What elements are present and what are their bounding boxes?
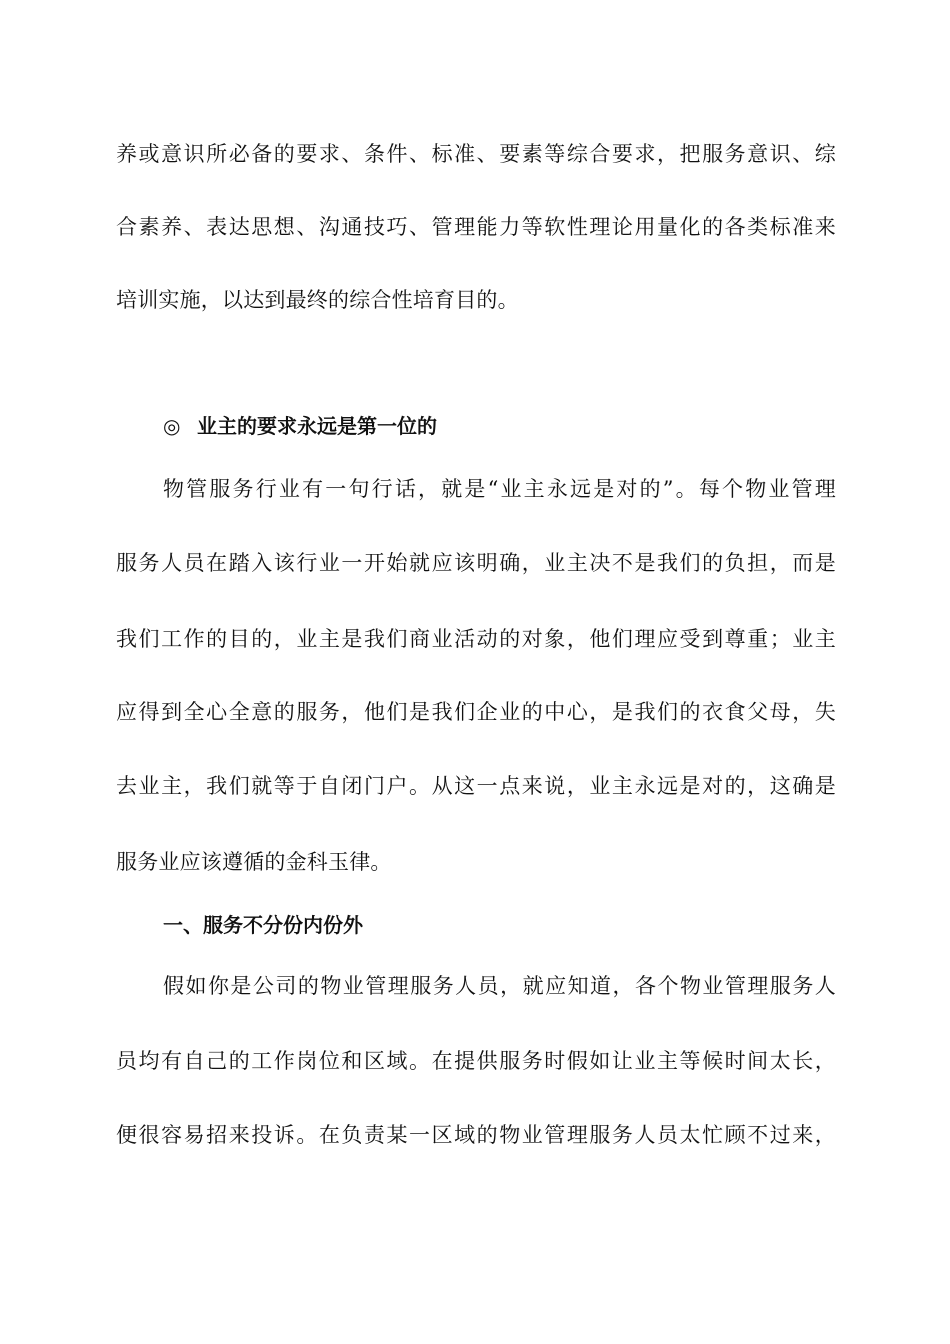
paragraph-line: 服务业应该遵循的金科玉律。: [116, 850, 392, 874]
section-heading: [163, 411, 437, 441]
double-circle-icon: ◎: [163, 414, 181, 438]
paragraph-line: 员均有自己的工作岗位和区域。在提供服务时假如让业主等候时间太长，: [116, 1049, 836, 1073]
section-heading-text: 业主的要求永远是第一位的: [197, 414, 437, 438]
paragraph-line: 合素养、表达思想、沟通技巧、管理能力等软性理论用量化的各类标准来: [116, 215, 836, 239]
paragraph-line: 服务人员在踏入该行业一开始就应该明确，业主决不是我们的负担，而是: [116, 551, 836, 575]
paragraph-line: 应得到全心全意的服务，他们是我们企业的中心，是我们的衣食父母，失: [116, 700, 836, 724]
paragraph-line: 我们工作的目的，业主是我们商业活动的对象，他们理应受到尊重；业主: [116, 627, 836, 651]
paragraph-line: 便很容易招来投诉。在负责某一区域的物业管理服务人员太忙顾不过来，: [116, 1123, 836, 1147]
paragraph-line: 物管服务行业有一句行话，就是“业主永远是对的”。每个物业管理: [163, 477, 836, 501]
paragraph-line: 培训实施，以达到最终的综合性培育目的。: [116, 288, 519, 312]
section-heading: 一、服务不分份内份外: [163, 913, 363, 937]
paragraph-line: 去业主，我们就等于自闭门户。从这一点来说，业主永远是对的，这确是: [116, 774, 836, 798]
paragraph-line: 假如你是公司的物业管理服务人员，就应知道，各个物业管理服务人: [163, 974, 836, 998]
paragraph-line: 养或意识所必备的要求、条件、标准、要素等综合要求，把服务意识、综: [116, 142, 836, 166]
